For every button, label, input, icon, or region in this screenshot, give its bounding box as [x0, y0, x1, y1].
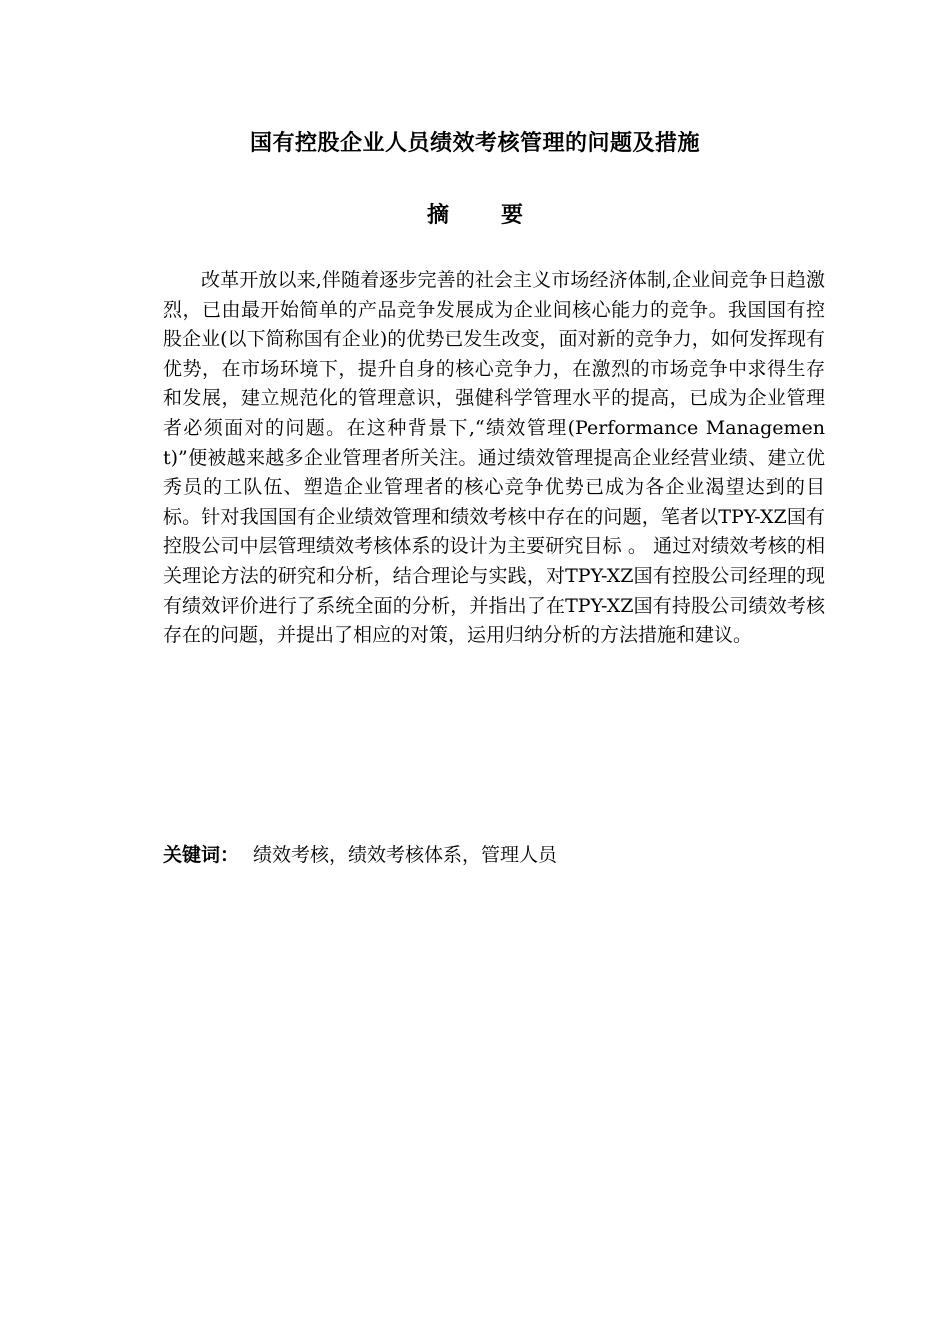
- keywords-value: 绩效考核，绩效考核体系，管理人员: [253, 844, 558, 866]
- document-title: 国有控股企业人员绩效考核管理的问题及措施: [249, 131, 700, 156]
- abstract-paragraph: 改革开放以来,伴随着逐步完善的社会主义市场经济体制,企业间竞争日趋激烈，已由最开始简单的产品竞争发展成为企业间核心能力的竞争。我国国有控股企业(以下简称国有企业)的优势已发生改变，面对新的竞争力，如何发挥现有优势，在市场环境下，提升自身的核心竞争力，在激烈的市场竞争中求得生存和发展，建立规范化的管理意识，强健科学管理水平的提高，已成为企业管理者必须面对的问题。在这种背景下,“绩效管理(Performance Management)”便被越来越多企业管理者所关注。通过绩效管理提高企业经营业绩、建立优秀员的工队伍、塑造企业管理者的核心竞争优势已成为各企业渴望达到的目标。针对我国国有企业绩效管理和绩效考核中存在的问题，笔者以TPY-XZ国有控股公司中层管理绩效考核体系的设计为主要研究目标 。 通过对绩效考核的相关理论方法的研究和分析，结合理论与实践，对TPY-XZ国有控股公司经理的现有绩效评价进行了系统全面的分析，并指出了在TPY-XZ国有持股公司绩效考核存在的问题，并提出了相应的对策，运用归纳分析的方法措施和建议。: [163, 269, 825, 647]
- keywords-label: 关键词：: [163, 844, 240, 866]
- abstract-heading-char-2: 要: [501, 203, 524, 228]
- abstract-heading-char-1: 摘: [426, 203, 449, 228]
- abstract-heading: [0, 200, 950, 232]
- keywords-line: [163, 840, 825, 871]
